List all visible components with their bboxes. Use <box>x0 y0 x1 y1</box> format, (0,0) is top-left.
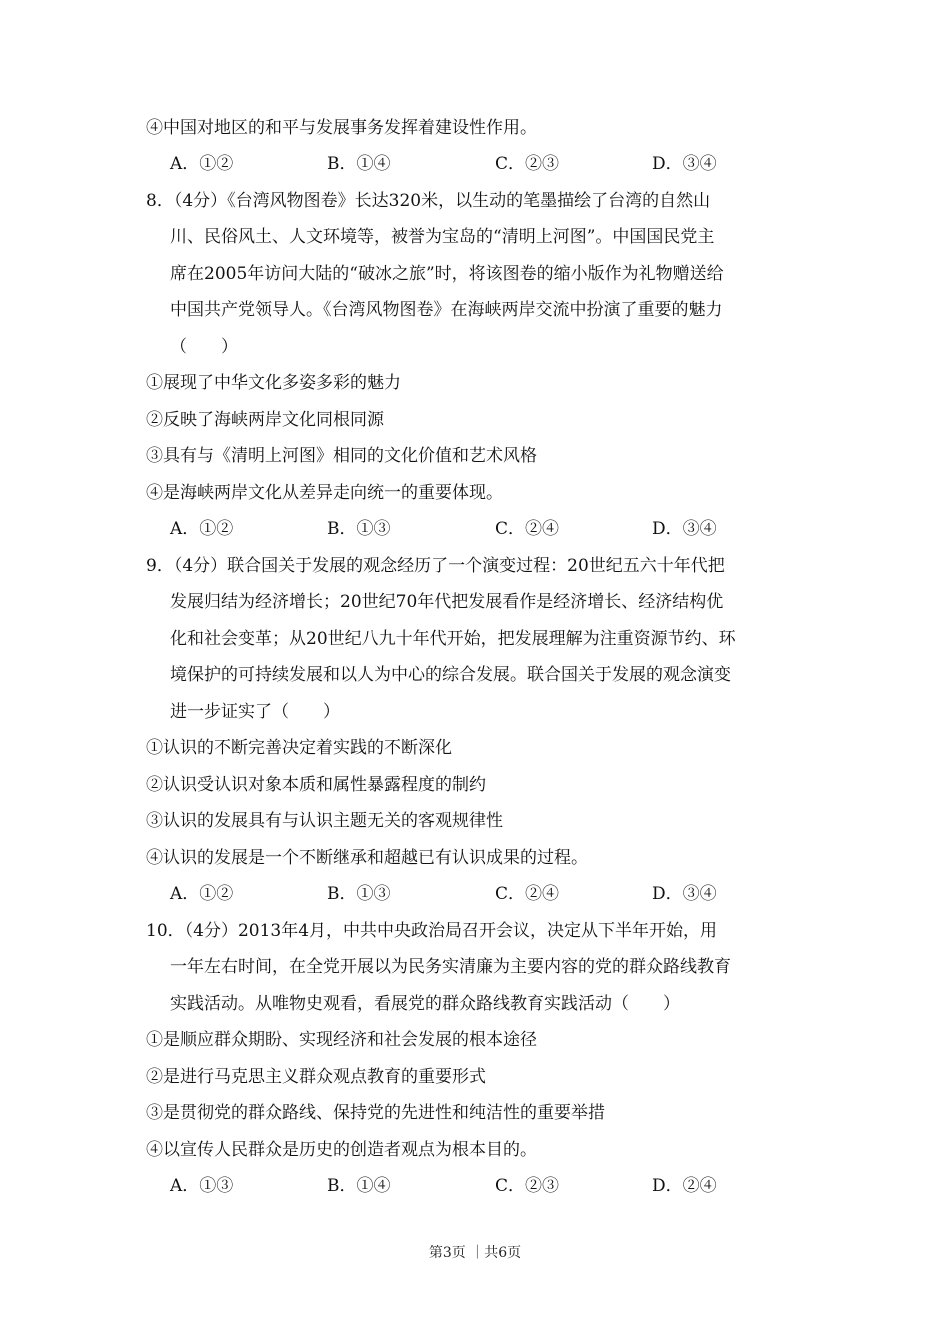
q8-option-b: B．①③ <box>327 519 391 539</box>
q8-stem-line-1: 8．（4分）《台湾风物图卷》长达320米，以生动的笔墨描绘了台湾的自然山 <box>146 191 711 211</box>
q8-item-2: ②反映了海峡两岸文化同根同源 <box>146 410 384 430</box>
q10-option-b: B．①④ <box>327 1176 391 1196</box>
q10-option-c: C．②③ <box>495 1176 560 1196</box>
q10-stem-line-2: 一年左右时间，在全党开展以为民务实清廉为主要内容的党的群众路线教育 <box>170 957 731 977</box>
q9-option-d: D．③④ <box>652 884 717 904</box>
q8-option-d: D．③④ <box>652 519 717 539</box>
q7-option-d: D．③④ <box>652 154 717 174</box>
q9-stem-line-5: 进一步证实了（ ） <box>170 702 340 722</box>
q8-item-3: ③具有与《清明上河图》相同的文化价值和艺术风格 <box>146 446 537 466</box>
q7-option-c: C．②③ <box>495 154 560 174</box>
q8-stem-line-3: 席在2005年访问大陆的“破冰之旅”时，将该图卷的缩小版作为礼物赠送给 <box>170 264 724 284</box>
q8-stem-line-2: 川、民俗风土、人文环境等，被誉为宝岛的“清明上河图”。中国国民党主 <box>170 227 715 247</box>
q10-item-2: ②是进行马克思主义群众观点教育的重要形式 <box>146 1067 486 1087</box>
page-footer: 第3页 ｜共6页 <box>428 1245 522 1261</box>
q9-option-a: A．①② <box>170 884 234 904</box>
q7-item-4: ④中国对地区的和平与发展事务发挥着建设性作用。 <box>146 118 537 138</box>
q10-stem-line-3: 实践活动。从唯物史观看，看展党的群众路线教育实践活动（ ） <box>170 994 680 1014</box>
q9-option-b: B．①③ <box>327 884 391 904</box>
q9-stem-line-4: 境保护的可持续发展和以人为中心的综合发展。联合国关于发展的观念演变 <box>170 665 731 685</box>
q8-stem-line-4: 中国共产党领导人。《台湾风物图卷》在海峡两岸交流中扮演了重要的魅力 <box>170 300 723 320</box>
q7-option-a: A．①② <box>170 154 234 174</box>
q8-stem-line-5: （ ） <box>170 337 238 357</box>
q9-item-2: ②认识受认识对象本质和属性暴露程度的制约 <box>146 775 486 795</box>
q10-option-a: A．①③ <box>170 1176 234 1196</box>
q8-item-4: ④是海峡两岸文化从差异走向统一的重要体现。 <box>146 483 503 503</box>
q7-option-b: B．①④ <box>327 154 391 174</box>
q9-stem-line-1: 9．（4分）联合国关于发展的观念经历了一个演变过程：20世纪五六十年代把 <box>146 556 725 576</box>
q9-option-c: C．②④ <box>495 884 560 904</box>
q8-option-c: C．②④ <box>495 519 560 539</box>
q10-stem-line-1: 10．（4分）2013年4月，中共中央政治局召开会议，决定从下半年开始，用 <box>146 921 718 941</box>
q10-item-1: ①是顺应群众期盼、实现经济和社会发展的根本途径 <box>146 1030 537 1050</box>
q9-stem-line-2: 发展归结为经济增长；20世纪70年代把发展看作是经济增长、经济结构优 <box>170 592 724 612</box>
q9-stem-line-3: 化和社会变革；从20世纪八九十年代开始，把发展理解为注重资源节约、环 <box>170 629 736 649</box>
q8-item-1: ①展现了中华文化多姿多彩的魅力 <box>146 373 401 393</box>
q9-item-3: ③认识的发展具有与认识主题无关的客观规律性 <box>146 811 503 831</box>
q10-item-3: ③是贯彻党的群众路线、保持党的先进性和纯洁性的重要举措 <box>146 1103 605 1123</box>
q9-item-1: ①认识的不断完善决定着实践的不断深化 <box>146 738 452 758</box>
q8-option-a: A．①② <box>170 519 234 539</box>
q10-item-4: ④以宣传人民群众是历史的创造者观点为根本目的。 <box>146 1140 537 1160</box>
q9-item-4: ④认识的发展是一个不断继承和超越已有认识成果的过程。 <box>146 848 588 868</box>
q10-option-d: D．②④ <box>652 1176 717 1196</box>
